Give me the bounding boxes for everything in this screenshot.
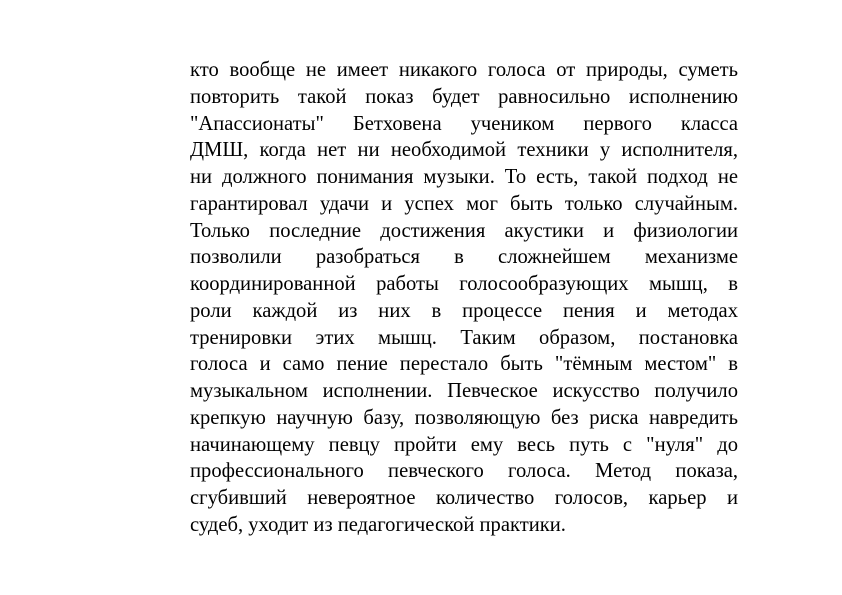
text-line: кто вообще не имеет никакого голоса от природы, суметь	[190, 59, 738, 81]
text-line: сгубивший невероятное количество голосов, карьер и	[190, 487, 738, 509]
text-line: музыкальном исполнении. Певческое искусство получило	[190, 380, 738, 402]
text-line: повторить такой показ будет равносильно исполнению	[190, 85, 738, 108]
text-line: Только последние достижения акустики и физиологии	[190, 219, 738, 242]
text-line: "Апассионаты" Бетховена учеником первого класса	[190, 112, 738, 135]
text-line: судеб, уходит из педагогической практики.	[190, 513, 566, 536]
text-line: ДМШ, когда нет ни необходимой техники у исполнителя,	[190, 139, 738, 162]
text-line: координированной работы голосообразующих мышц, в	[190, 273, 738, 295]
text-line: голоса и само пение перестало быть "тёмным местом" в	[190, 353, 738, 376]
text-line: начинающему певцу пройти ему весь путь с "нуля" до	[190, 433, 738, 456]
body-paragraph	[190, 57, 738, 539]
text-line: гарантировал удачи и успех мог быть только случайным.	[190, 192, 738, 215]
text-line: ни должного понимания музыки. То есть, такой подход не	[190, 166, 738, 188]
text-line: профессионального певческого голоса. Метод показа,	[190, 460, 738, 483]
text-line: позволили разобраться в сложнейшем механизме	[190, 246, 738, 269]
text-line: роли каждой из них в процессе пения и методах	[190, 299, 738, 322]
text-line: крепкую научную базу, позволяющую без риска навредить	[190, 406, 738, 429]
text-line: тренировки этих мышц. Таким образом, постановка	[190, 326, 738, 349]
